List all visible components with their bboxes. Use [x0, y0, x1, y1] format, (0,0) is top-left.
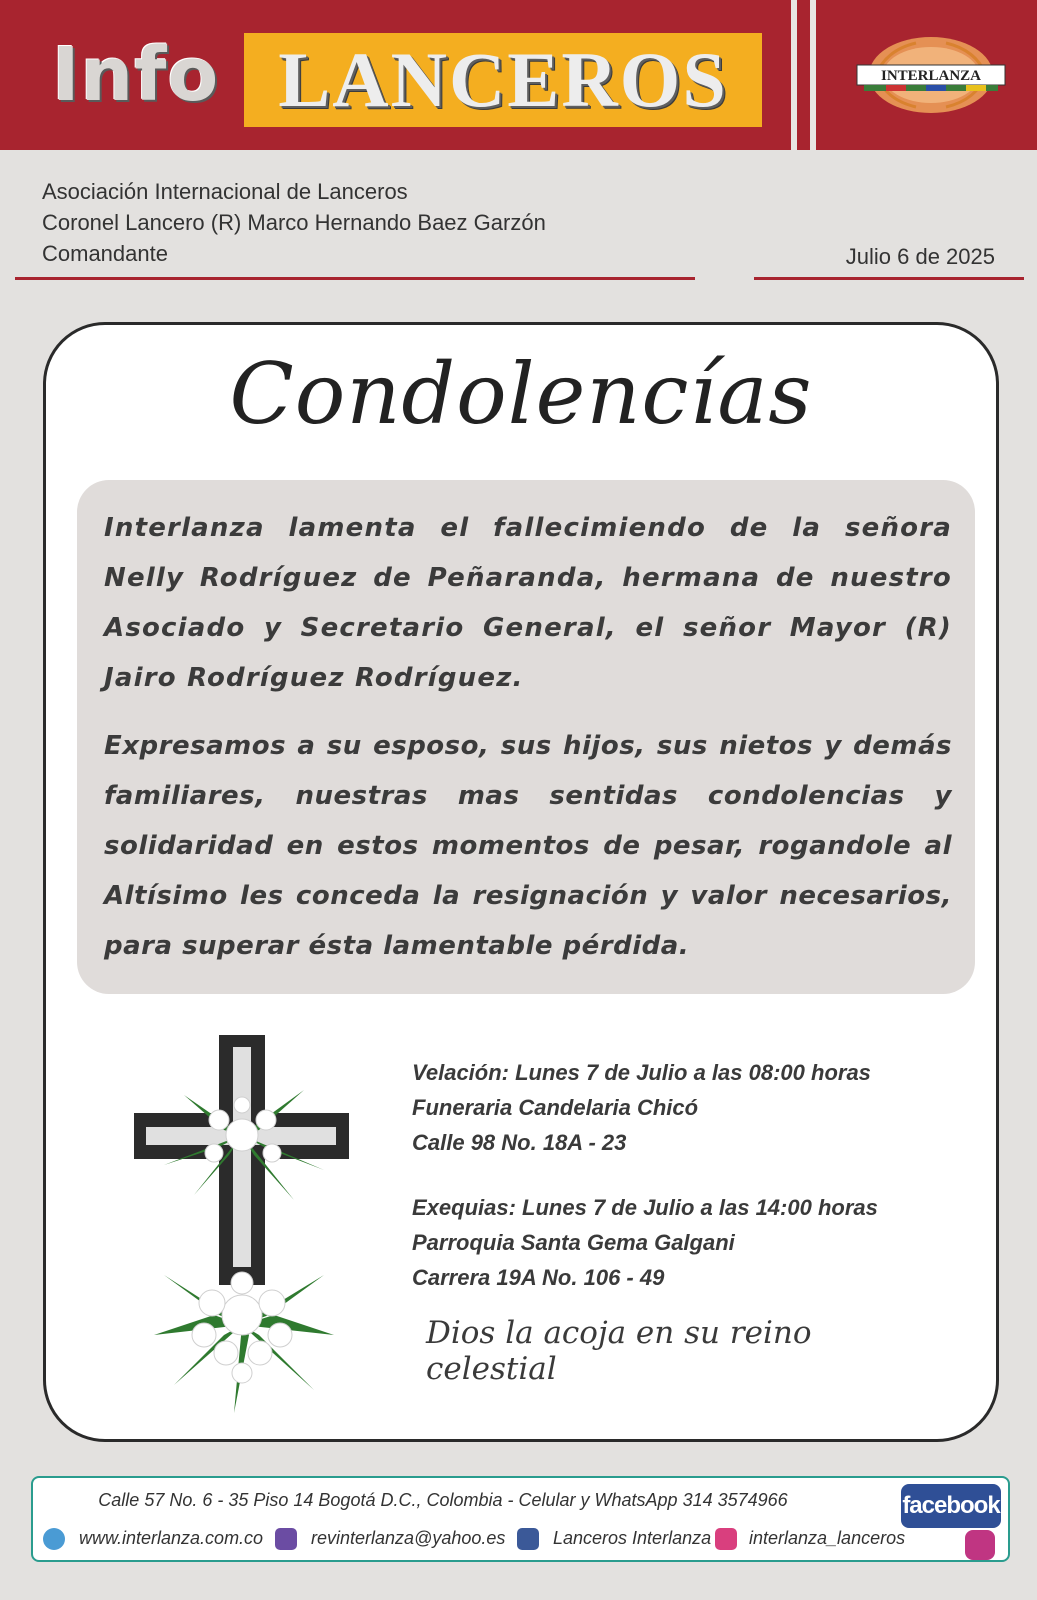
message-paragraph-1: Interlanza lamenta el fallecimiendo de la señora Nelly Rodríguez de Peñaranda, hermana de nuestro Asociado y Secretario General, el señor Mayor (R) Jairo Rodríguez Rodríguez. [104, 513, 952, 693]
emblem-text: INTERLANZA [880, 68, 982, 84]
message-box [77, 480, 975, 994]
divider-left [15, 277, 695, 280]
header-divider [791, 0, 797, 150]
footer-contact [31, 1476, 1010, 1562]
commander-name: Coronel Lancero (R) Marco Hernando Baez Garzón [42, 210, 546, 235]
divider-right [754, 277, 1024, 280]
email-icon [275, 1528, 297, 1550]
exequias-address: Carrera 19A No. 106 - 49 [412, 1265, 665, 1290]
association-info [42, 176, 546, 269]
issue-date: Julio 6 de 2025 [845, 244, 995, 269]
facebook-badge[interactable]: facebook [901, 1484, 1001, 1528]
velacion-line: Velación: Lunes 7 de Julio a las 08:00 horas [412, 1060, 871, 1085]
velacion-place: Funeraria Candelaria Chicó [412, 1095, 699, 1120]
service-details [412, 1055, 972, 1295]
instagram-link[interactable]: interlanza_lanceros [749, 1528, 906, 1548]
title-info: Info [52, 32, 220, 118]
facebook-link[interactable]: Lanceros Interlanza [553, 1528, 712, 1548]
message-paragraph-2: Expresamos a su esposo, sus hijos, sus nietos y demás familiares, nuestras mas sentidas condolencias y solidaridad en estos momentos de pesar, rogandole al Altísimo les conceda la resignación y valor necesarios, para superar ésta lamentable pérdida. [104, 731, 952, 961]
title-lanceros: LANCEROS [278, 36, 728, 123]
floral-cross-image [134, 1035, 369, 1415]
exequias-place: Parroquia Santa Gema Galgani [412, 1230, 735, 1255]
footer-links [43, 1524, 943, 1554]
commander-role: Comandante [42, 241, 168, 266]
condolence-card [43, 322, 999, 1442]
instagram-icon [715, 1528, 737, 1550]
globe-icon [43, 1528, 65, 1550]
interlanza-emblem [856, 35, 1006, 115]
header-divider [810, 0, 816, 150]
website-link[interactable]: www.interlanza.com.co [79, 1528, 264, 1548]
exequias-line: Exequias: Lunes 7 de Julio a las 14:00 horas [412, 1195, 878, 1220]
card-title: Condolencías [229, 345, 813, 443]
email-link[interactable]: revinterlanza@yahoo.es [311, 1528, 506, 1548]
facebook-icon [517, 1528, 539, 1550]
blessing-text: Dios la acoja en su reino celestial [426, 1315, 812, 1387]
association-name: Asociación Internacional de Lanceros [42, 179, 408, 204]
footer-address: Calle 57 No. 6 - 35 Piso 14 Bogotá D.C., Colombia - Celular y WhatsApp 314 3574966 [98, 1490, 788, 1510]
velacion-address: Calle 98 No. 18A - 23 [412, 1130, 627, 1155]
instagram-badge-icon[interactable] [965, 1530, 995, 1560]
